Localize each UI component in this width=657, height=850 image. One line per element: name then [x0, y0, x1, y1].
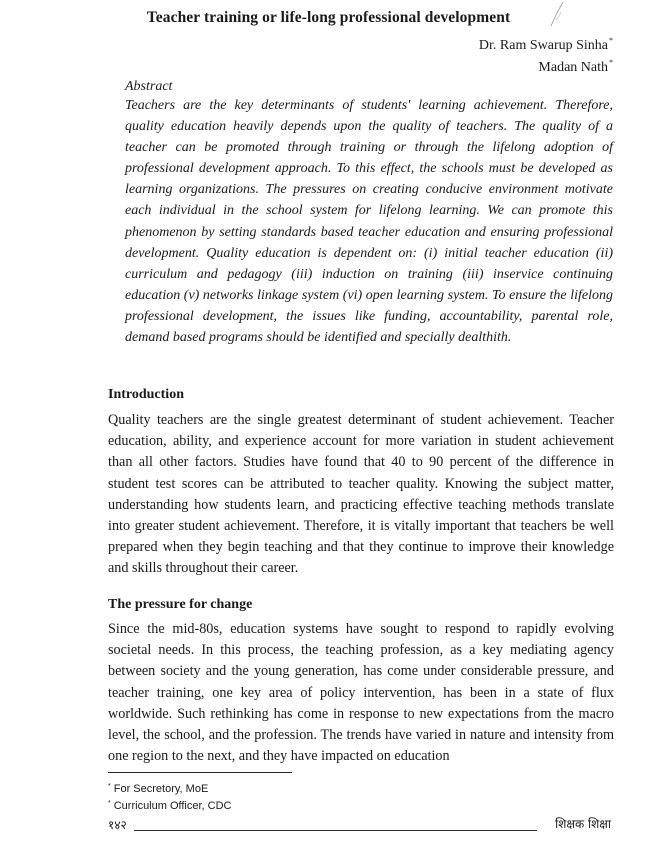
author-footnote-mark: * [609, 58, 613, 67]
footnote-1 [108, 783, 208, 795]
abstract-body: Teachers are the key determinants of students' learning achievement. Therefore, quality education heavily depends upon the quality of teachers. The quality of a teacher can be promoted through training or through the lifelong adoption of professional development approach. To this effect, the schools must be developed as learning organizations. The pressures on creating conducive environment motivate each individual in the school system for lifelong learning. We can promote this phenomenon by setting standards based teacher education and ensuring professional development. Quality education is dependent on: (i) initial teacher education (ii) curriculum and pedagogy (iii) induction on training (iii) inservice continuing education (v) networks linkage system (vi) open learning system. To ensure the lifelong professional development, the issues like funding, accountability, parental role, demand based programs should be identified and specially dealthith. [125, 98, 613, 346]
page-title: Teacher training or life-long professional development [146, 9, 511, 26]
author-2 [538, 58, 613, 76]
footnote-text: For Secretory, MoE [113, 783, 209, 795]
footnote-text: Curriculum Officer, CDC [113, 800, 232, 812]
author-footnote-mark: * [609, 36, 613, 45]
page-number: १४२ [108, 818, 127, 832]
journal-name: शिक्षक शिक्षा [555, 817, 611, 831]
author-1 [479, 36, 613, 54]
footer-divider [134, 830, 537, 831]
author-name: Dr. Ram Swarup Sinha [478, 38, 608, 53]
footnote-2 [108, 800, 232, 812]
section-body-introduction: Quality teachers are the single greatest determinant of student achievement. Teacher education, ability, and experience account for more variation in student achievement than all other factors. Studies have found that 40 to 90 percent of the difference in student test scores can be attributed to teacher quality. Knowing the subject matter, understanding how students learn, and practicing effective teaching methods translate into greater student achievement. Therefore, it is vitally important that teachers be well prepared when they begin teaching and that they continue to improve their knowledge and skills throughout their career. [108, 412, 614, 577]
section-heading-pressure-for-change: The pressure for change [108, 597, 253, 612]
footnote-mark: * [108, 783, 111, 790]
footnote-divider [108, 772, 292, 773]
footnote-mark: * [108, 800, 111, 807]
abstract-heading: Abstract [125, 79, 173, 94]
section-body-pressure-for-change: Since the mid-80s, education systems have sought to respond to rapidly evolving societal needs. In this process, the teaching profession, as a key mediating agency between society and the young generation, has come under considerable pressure, and teacher training, one key area of policy intervention, has been in a state of flux worldwide. Such rethinking has come in response to new expectations from the macro level, the school, and the profession. The trends have varied in nature and intensity from one region to the next, and they have impacted on education [108, 621, 614, 765]
author-name: Madan Nath [538, 60, 608, 75]
section-heading-introduction: Introduction [108, 387, 184, 402]
